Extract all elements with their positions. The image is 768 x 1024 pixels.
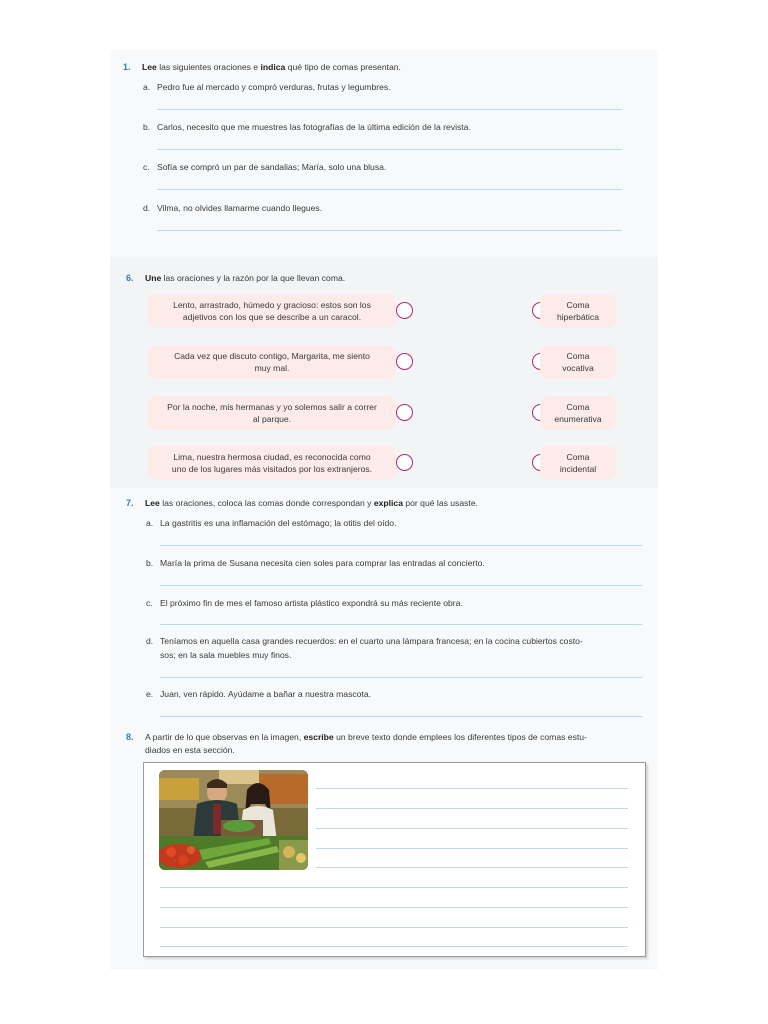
item-text: La gastritis es una inflamación del estómago; la otitis del oído. (160, 518, 397, 528)
answer-line[interactable] (160, 716, 642, 717)
question-number-1: 1. (123, 62, 131, 72)
item-letter: b. (143, 122, 151, 132)
match-dot-left-1[interactable] (396, 302, 413, 319)
item-text: Juan, ven rápido. Ayúdame a bañar a nuestra mascota. (160, 689, 371, 699)
item-text: Vilma, no olvides llamarme cuando llegues. (157, 203, 323, 213)
answer-line[interactable] (160, 545, 642, 546)
writing-line (160, 927, 628, 928)
market-couple-image (159, 770, 308, 870)
answer-line[interactable] (157, 109, 622, 110)
item-letter: c. (146, 598, 153, 608)
comma-type-card: Coma incidental (540, 446, 616, 480)
comma-type-card: Coma hiperbática (540, 294, 616, 328)
item-letter: b. (146, 558, 154, 568)
answer-line[interactable] (157, 189, 622, 190)
answer-line[interactable] (157, 149, 622, 150)
item-letter: d. (146, 636, 154, 646)
writing-line (316, 828, 628, 829)
writing-line (316, 808, 628, 809)
writing-line (160, 946, 628, 947)
question-8-instruction-continued: diados en esta sección. (145, 745, 235, 755)
question-8-instruction: A partir de lo que observas en la imagen, escribe un breve texto donde emplees los diferentes tipos de comas estu- (145, 732, 587, 742)
item-letter: d. (143, 203, 151, 213)
sentence-card: Lima, nuestra hermosa ciudad, es reconocida como uno de los lugares más visitados por los extranjeros. (148, 446, 396, 480)
item-text: Teníamos en aquella casa grandes recuerdos: en el cuarto una lámpara francesa; en la cocina cubiertos costo- (160, 636, 583, 646)
answer-line[interactable] (160, 677, 642, 678)
question-1-instruction: Lee las siguientes oraciones e indica qué tipo de comas presentan. (142, 62, 401, 72)
item-letter: c. (143, 162, 150, 172)
sentence-card: Por la noche, mis hermanas y yo solemos salir a correr al parque. (148, 396, 396, 430)
match-dot-left-4[interactable] (396, 454, 413, 471)
item-letter: a. (143, 82, 151, 92)
question-7-instruction: Lee las oraciones, coloca las comas donde correspondan y explica por qué las usaste. (145, 498, 478, 508)
sentence-card: Cada vez que discuto contigo, Margarita, me siento muy mal. (148, 345, 396, 379)
item-text: Sofía se compró un par de sandalias; María, solo una blusa. (157, 162, 387, 172)
item-letter: a. (146, 518, 154, 528)
writing-line (160, 907, 628, 908)
writing-line (160, 887, 628, 888)
answer-line[interactable] (160, 624, 642, 625)
item-text: Pedro fue al mercado y compró verduras, frutas y legumbres. (157, 82, 391, 92)
writing-line (316, 867, 628, 868)
answer-line[interactable] (160, 585, 642, 586)
question-number-8: 8. (126, 732, 134, 742)
item-text-continued: sos; en la sala muebles muy finos. (160, 650, 292, 660)
question-6-instruction: Une las oraciones y la razón por la que llevan coma. (145, 273, 346, 283)
question-number-7: 7. (126, 498, 134, 508)
writing-line (316, 848, 628, 849)
match-dot-left-3[interactable] (396, 404, 413, 421)
item-text: Carlos, necesito que me muestres las fotografías de la última edición de la revista. (157, 122, 471, 132)
item-letter: e. (146, 689, 154, 699)
comma-type-card: Coma vocativa (540, 345, 616, 379)
answer-line[interactable] (157, 230, 622, 231)
sentence-card: Lento, arrastrado, húmedo y gracioso: estos son los adjetivos con los que se describe a un caracol. (148, 294, 396, 328)
match-dot-left-2[interactable] (396, 353, 413, 370)
item-text: El próximo fin de mes el famoso artista plástico expondrá su más reciente obra. (160, 598, 463, 608)
item-text: María la prima de Susana necesita cien soles para comprar las entradas al concierto. (160, 558, 485, 568)
question-number-6: 6. (126, 273, 134, 283)
writing-line (316, 788, 628, 789)
comma-type-card: Coma enumerativa (540, 396, 616, 430)
